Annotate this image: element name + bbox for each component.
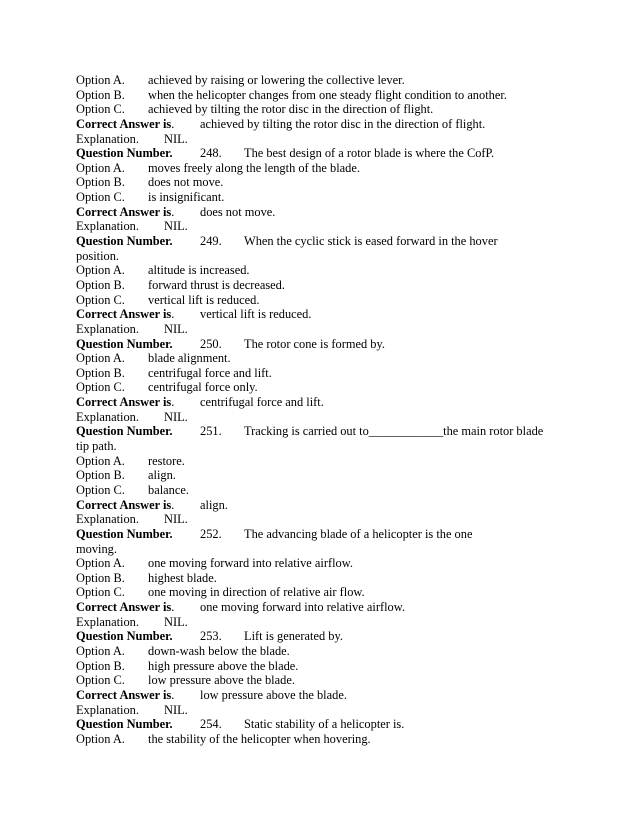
line-label: Explanation. — [76, 219, 139, 234]
option-line: Option A. altitude is increased. — [76, 263, 250, 278]
label-suffix: . — [171, 116, 175, 131]
line-text: centrifugal force and lift. — [200, 395, 324, 410]
explanation-line — [76, 219, 576, 234]
line-label: Correct Answer is — [76, 687, 172, 702]
explanation-line — [76, 322, 576, 337]
line-text: NIL. — [164, 512, 188, 527]
option-line: Option B. centrifugal force and lift. — [76, 365, 272, 380]
option-line: Option A. the stability of the helicopter when hovering. — [76, 731, 371, 746]
correct-answer-line — [76, 395, 576, 410]
line-label: Correct Answer is — [76, 307, 172, 322]
option-line: Option A. moves freely along the length of the blade. — [76, 160, 360, 175]
option-line: Option C. vertical lift is reduced. — [76, 292, 260, 307]
line-label: Explanation. — [76, 614, 139, 629]
option-line: Option A. restore. — [76, 453, 185, 468]
option-line: Option B. highest blade. — [76, 570, 217, 585]
line-text: blade alignment. — [148, 351, 231, 366]
line-text: NIL. — [164, 321, 188, 336]
line-label: Explanation. — [76, 702, 139, 717]
line-label: Question Number. — [76, 234, 173, 249]
line-text: does not move. — [200, 204, 276, 219]
option-line: Option C. low pressure above the blade. — [76, 673, 295, 688]
question-document — [76, 73, 576, 746]
question-continuation-line — [76, 249, 576, 264]
question-number: 253. — [200, 629, 222, 644]
option-line: Option B. when the helicopter changes from one steady flight condition to another. — [76, 87, 507, 102]
line-text: position. — [76, 248, 120, 263]
explanation-line — [76, 615, 576, 630]
line-text: Static stability of a helicopter is. — [244, 717, 405, 732]
line-label: Explanation. — [76, 409, 139, 424]
line-text: highest blade. — [148, 570, 217, 585]
correct-answer-line — [76, 498, 576, 513]
correct-answer-line — [76, 117, 576, 132]
label-suffix: . — [171, 687, 175, 702]
line-text: The rotor cone is formed by. — [244, 336, 385, 351]
question-number: 252. — [200, 526, 222, 541]
option-line: Option B. align. — [76, 468, 176, 483]
line-label: Question Number. — [76, 424, 173, 439]
explanation-line — [76, 512, 576, 527]
line-text: achieved by raising or lowering the collective lever. — [148, 73, 405, 87]
line-label: Question Number. — [76, 629, 173, 644]
question-line — [76, 527, 576, 542]
line-text: low pressure above the blade. — [148, 673, 295, 688]
line-text: altitude is increased. — [148, 263, 250, 278]
line-text: centrifugal force and lift. — [148, 365, 272, 380]
line-label: Explanation. — [76, 512, 139, 527]
option-line: Option C. balance. — [76, 482, 189, 497]
line-label: Correct Answer is — [76, 204, 172, 219]
option-line: Option B. does not move. — [76, 175, 224, 190]
correct-answer-line — [76, 307, 576, 322]
option-line: Option A. one moving forward into relative airflow. — [76, 556, 353, 571]
line-text: The advancing blade of a helicopter is the one — [244, 526, 473, 541]
correct-answer-line — [76, 600, 576, 615]
question-continuation-line — [76, 439, 576, 454]
question-number: 249. — [200, 234, 222, 249]
line-text: When the cyclic stick is eased forward in the hover — [244, 234, 498, 249]
line-text: does not move. — [148, 175, 224, 190]
line-label: Correct Answer is — [76, 395, 172, 410]
line-text: NIL. — [164, 409, 188, 424]
line-text: centrifugal force only. — [148, 380, 258, 395]
line-label: Question Number. — [76, 717, 173, 732]
line-text: align. — [200, 497, 228, 512]
line-text: high pressure above the blade. — [148, 658, 299, 673]
line-text: when the helicopter changes from one steady flight condition to another. — [148, 87, 507, 102]
label-suffix: . — [171, 497, 175, 512]
label-suffix: . — [171, 600, 175, 615]
line-label: Question Number. — [76, 526, 173, 541]
line-text: balance. — [148, 482, 189, 497]
line-text: one moving forward into relative airflow. — [148, 556, 353, 571]
line-text: one moving in direction of relative air flow. — [148, 585, 365, 600]
explanation-line — [76, 132, 576, 147]
question-number: 248. — [200, 146, 222, 161]
question-line — [76, 424, 576, 439]
line-label: Correct Answer is — [76, 600, 172, 615]
question-line — [76, 146, 576, 161]
line-label: Correct Answer is — [76, 497, 172, 512]
line-text: achieved by tilting the rotor disc in the direction of flight. — [200, 116, 486, 131]
line-text: vertical lift is reduced. — [148, 292, 260, 307]
question-number: 250. — [200, 336, 222, 351]
line-label: Explanation. — [76, 321, 139, 336]
line-text: align. — [148, 468, 176, 483]
line-text: moving. — [76, 541, 117, 556]
line-text: NIL. — [164, 219, 188, 234]
line-text: moves freely along the length of the blade. — [148, 160, 360, 175]
line-text: vertical lift is reduced. — [200, 307, 312, 322]
line-text: the stability of the helicopter when hovering. — [148, 731, 371, 746]
question-line — [76, 717, 576, 732]
question-number: 254. — [200, 717, 222, 732]
option-line: Option B. forward thrust is decreased. — [76, 277, 285, 292]
line-text: NIL. — [164, 614, 188, 629]
line-text: The best design of a rotor blade is where the CofP. — [244, 146, 495, 161]
line-text: one moving forward into relative airflow. — [200, 600, 405, 615]
line-text: restore. — [148, 453, 185, 468]
question-number: 251. — [200, 424, 222, 439]
label-suffix: . — [171, 395, 175, 410]
label-suffix: . — [171, 307, 175, 322]
option-line: Option B. high pressure above the blade. — [76, 658, 299, 673]
line-label: Correct Answer is — [76, 116, 172, 131]
option-line: Option C. is insignificant. — [76, 190, 225, 205]
line-text: NIL. — [164, 702, 188, 717]
explanation-line — [76, 410, 576, 425]
line-text: Lift is generated by. — [244, 629, 343, 644]
option-line: Option C. centrifugal force only. — [76, 380, 258, 395]
line-text: NIL. — [164, 131, 188, 146]
question-continuation-line — [76, 542, 576, 557]
line-text: forward thrust is decreased. — [148, 277, 285, 292]
line-label: Question Number. — [76, 146, 173, 161]
question-line — [76, 234, 576, 249]
question-line — [76, 629, 576, 644]
line-label: Explanation. — [76, 131, 139, 146]
line-text: is insignificant. — [148, 190, 225, 205]
line-text: low pressure above the blade. — [200, 687, 347, 702]
correct-answer-line — [76, 205, 576, 220]
option-line: Option C. achieved by tilting the rotor disc in the direction of flight. — [76, 102, 434, 117]
correct-answer-line — [76, 688, 576, 703]
option-line: Option A. down-wash below the blade. — [76, 643, 290, 658]
line-text: down-wash below the blade. — [148, 643, 290, 658]
line-text: Tracking is carried out to____________the main rotor blade — [244, 424, 544, 439]
option-line: Option A. blade alignment. — [76, 351, 231, 366]
line-text: tip path. — [76, 439, 117, 454]
explanation-line — [76, 703, 576, 718]
option-line: Option C. one moving in direction of relative air flow. — [76, 585, 365, 600]
question-line — [76, 337, 576, 352]
line-label: Question Number. — [76, 336, 173, 351]
line-text: achieved by tilting the rotor disc in the direction of flight. — [148, 102, 434, 117]
option-line: Option A. achieved by raising or lowering the collective lever. — [76, 73, 405, 87]
label-suffix: . — [171, 204, 175, 219]
